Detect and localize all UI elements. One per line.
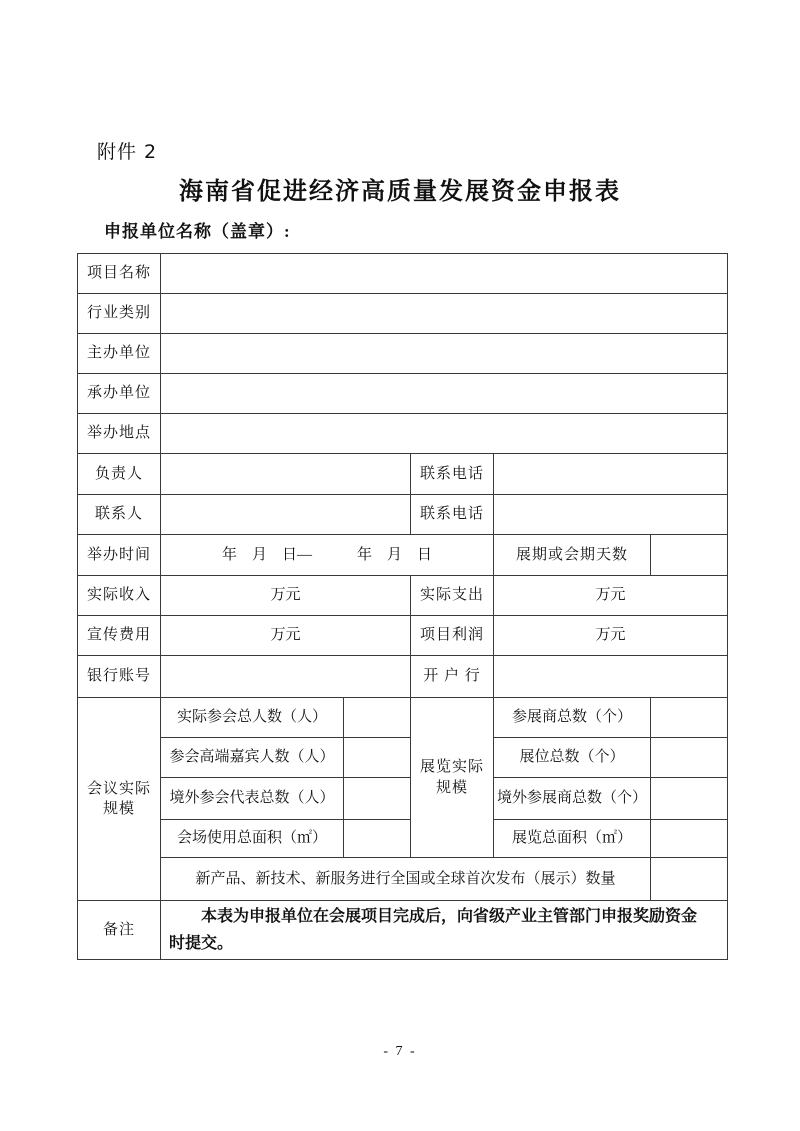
host-unit-label: 主办单位 [78,334,161,374]
publicity-cost-value-cell: 万元 [161,616,411,656]
exhibition-area-label: 展览总面积（㎡） [494,820,651,858]
phone-label: 联系电话 [411,454,494,495]
event-time-value-cell: 年 月 日— 年 月 日 [161,535,494,576]
table-row [78,334,728,374]
venue-label: 举办地点 [78,414,161,454]
project-name-value-cell [161,254,728,294]
table-row [78,901,728,960]
table-row [78,576,728,616]
table-row [78,414,728,454]
conference-scale-header: 会议实际规模 [78,698,161,901]
project-profit-value-cell: 万元 [494,616,728,656]
table-row [78,820,728,858]
exhibition-area-value-cell [651,820,728,858]
table-row [78,374,728,414]
first-release-count-label: 新产品、新技术、新服务进行全国或全球首次发布（展示）数量 [161,858,651,901]
first-release-count-value-cell [651,858,728,901]
duration-days-value-cell [651,535,728,576]
venue-area-label: 会场使用总面积（㎡） [161,820,344,858]
table-row [78,778,728,820]
organizer-label: 承办单位 [78,374,161,414]
remark-text: 本表为申报单位在会展项目完成后，向省级产业主管部门申报奖励资金时提交。 [169,908,698,952]
exhibition-scale-header: 展览实际规模 [411,698,494,858]
booths-total-value-cell [651,738,728,778]
page-number: - 7 - [383,1044,417,1059]
overseas-exhibitors-value-cell [651,778,728,820]
table-row [78,616,728,656]
remark-text-cell [161,901,728,960]
page-title: 海南省促进经济高质量发展资金申报表 [179,177,621,205]
table-row [78,738,728,778]
attachment-label: 附件 2 [97,141,158,163]
opening-bank-value-cell [494,656,728,698]
exhibitors-total-label: 参展商总数（个） [494,698,651,738]
phone-label: 联系电话 [411,495,494,535]
phone-value-cell [494,495,728,535]
table-row [78,535,728,576]
application-form-table [77,253,728,960]
conference-attendees-value-cell [344,698,411,738]
table-row [78,454,728,495]
contact-person-label: 联系人 [78,495,161,535]
host-unit-value-cell [161,334,728,374]
person-in-charge-label: 负责人 [78,454,161,495]
overseas-delegates-label: 境外参会代表总数（人） [161,778,344,820]
actual-income-label: 实际收入 [78,576,161,616]
bank-account-label: 银行账号 [78,656,161,698]
organizer-value-cell [161,374,728,414]
publicity-cost-label: 宣传费用 [78,616,161,656]
project-name-label: 项目名称 [78,254,161,294]
overseas-delegates-value-cell [344,778,411,820]
remark-label: 备注 [78,901,161,960]
table-row [78,294,728,334]
booths-total-label: 展位总数（个） [494,738,651,778]
bank-account-value-cell [161,656,411,698]
actual-income-value-cell: 万元 [161,576,411,616]
exhibitors-total-value-cell [651,698,728,738]
vip-guests-label: 参会高端嘉宾人数（人） [161,738,344,778]
unit-name-label: 申报单位名称（盖章）: [104,222,291,241]
table-row [78,254,728,294]
venue-value-cell [161,414,728,454]
event-time-label: 举办时间 [78,535,161,576]
table-row [78,495,728,535]
person-in-charge-value-cell [161,454,411,495]
table-row [78,656,728,698]
actual-expense-label: 实际支出 [411,576,494,616]
project-profit-label: 项目利润 [411,616,494,656]
phone-value-cell [494,454,728,495]
vip-guests-value-cell [344,738,411,778]
overseas-exhibitors-label: 境外参展商总数（个） [494,778,651,820]
table-row [78,698,728,738]
table-row [78,858,728,901]
contact-person-value-cell [161,495,411,535]
industry-value-cell [161,294,728,334]
duration-days-label: 展期或会期天数 [494,535,651,576]
venue-area-value-cell [344,820,411,858]
opening-bank-label: 开 户 行 [411,656,494,698]
industry-label: 行业类别 [78,294,161,334]
conference-attendees-label: 实际参会总人数（人） [161,698,344,738]
actual-expense-value-cell: 万元 [494,576,728,616]
